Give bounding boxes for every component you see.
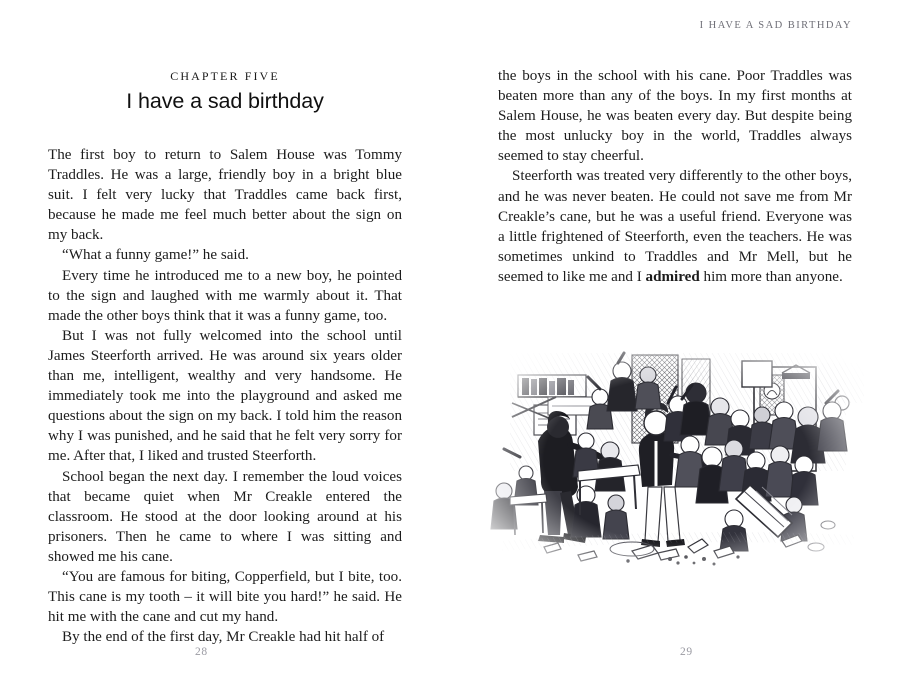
left-page-text-column bbox=[48, 145, 402, 647]
running-header: I HAVE A SAD BIRTHDAY bbox=[699, 20, 852, 31]
paragraph: By the end of the first day, Mr Creakle had hit half of bbox=[62, 629, 385, 646]
paragraph: Every time he introduced me to a new boy, he pointed to the sign and laughed with me warmly about it. That made the other boys think that it was a funny game, too. bbox=[48, 267, 402, 324]
paragraph: “You are famous for biting, Copperfield, but I bite, too. This cane is my tooth – it will bite you hard!” he said. He hit me with the cane and cut my hand. bbox=[48, 568, 402, 626]
paragraph-with-glossary-term bbox=[498, 166, 852, 287]
glossary-term: admired bbox=[645, 268, 700, 285]
paragraph-text-before-term: Steerforth was treated very differently to the other boys, and he was never beaten. He could not save me from Mr Creakle’s cane, but he was a useful friend. Everyone was a little frightened of Steerforth, even the teachers. He was sometimes unkind to Traddles and Mr Mell, but he seemed to like me and I bbox=[498, 168, 852, 285]
chapter-heading-block bbox=[48, 70, 402, 114]
paragraph: The first boy to return to Salem House was Tommy Traddles. He was a large, friendly boy in a bright blue suit. I felt very lucky that Traddles came back first, because he made me feel much better about the sign on my back. bbox=[48, 147, 402, 244]
paragraph: But I was not fully welcomed into the school until James Steerforth arrived. He was around six years older than me, intelligent, wealthy and very handsome. He immediately took me into the playground and asked me questions about the sign on my back. I told him the reason why I was punished, and he said that he felt very sorry for me. After that, I liked and trusted Steerforth. bbox=[48, 327, 402, 465]
right-page bbox=[450, 0, 900, 690]
page-number: 28 bbox=[195, 646, 208, 658]
chapter-title: I have a sad birthday bbox=[126, 89, 324, 114]
paragraph: “What a funny game!” he said. bbox=[62, 247, 249, 264]
page-number: 29 bbox=[680, 646, 693, 658]
right-page-text-column bbox=[498, 66, 852, 287]
chapter-number-label: CHAPTER FIVE bbox=[170, 69, 280, 83]
chapter-illustration bbox=[482, 345, 872, 585]
paragraph: School began the next day. I remember the loud voices that became quiet when Mr Creakle entered the classroom. He stood at the door looking around at his prisoners. Then he came to where I was sitting and showed me his cane. bbox=[48, 468, 402, 565]
schoolroom-engraving-svg bbox=[482, 345, 872, 585]
paragraph-text-after-term: him more than anyone. bbox=[699, 268, 843, 285]
paragraph: the boys in the school with his cane. Poor Traddles was beaten more than any of the boys. In my first months at Salem House, he was beaten every day. But despite being the most unlucky boy in the world, Traddles always seemed to stay cheerful. bbox=[498, 68, 852, 165]
